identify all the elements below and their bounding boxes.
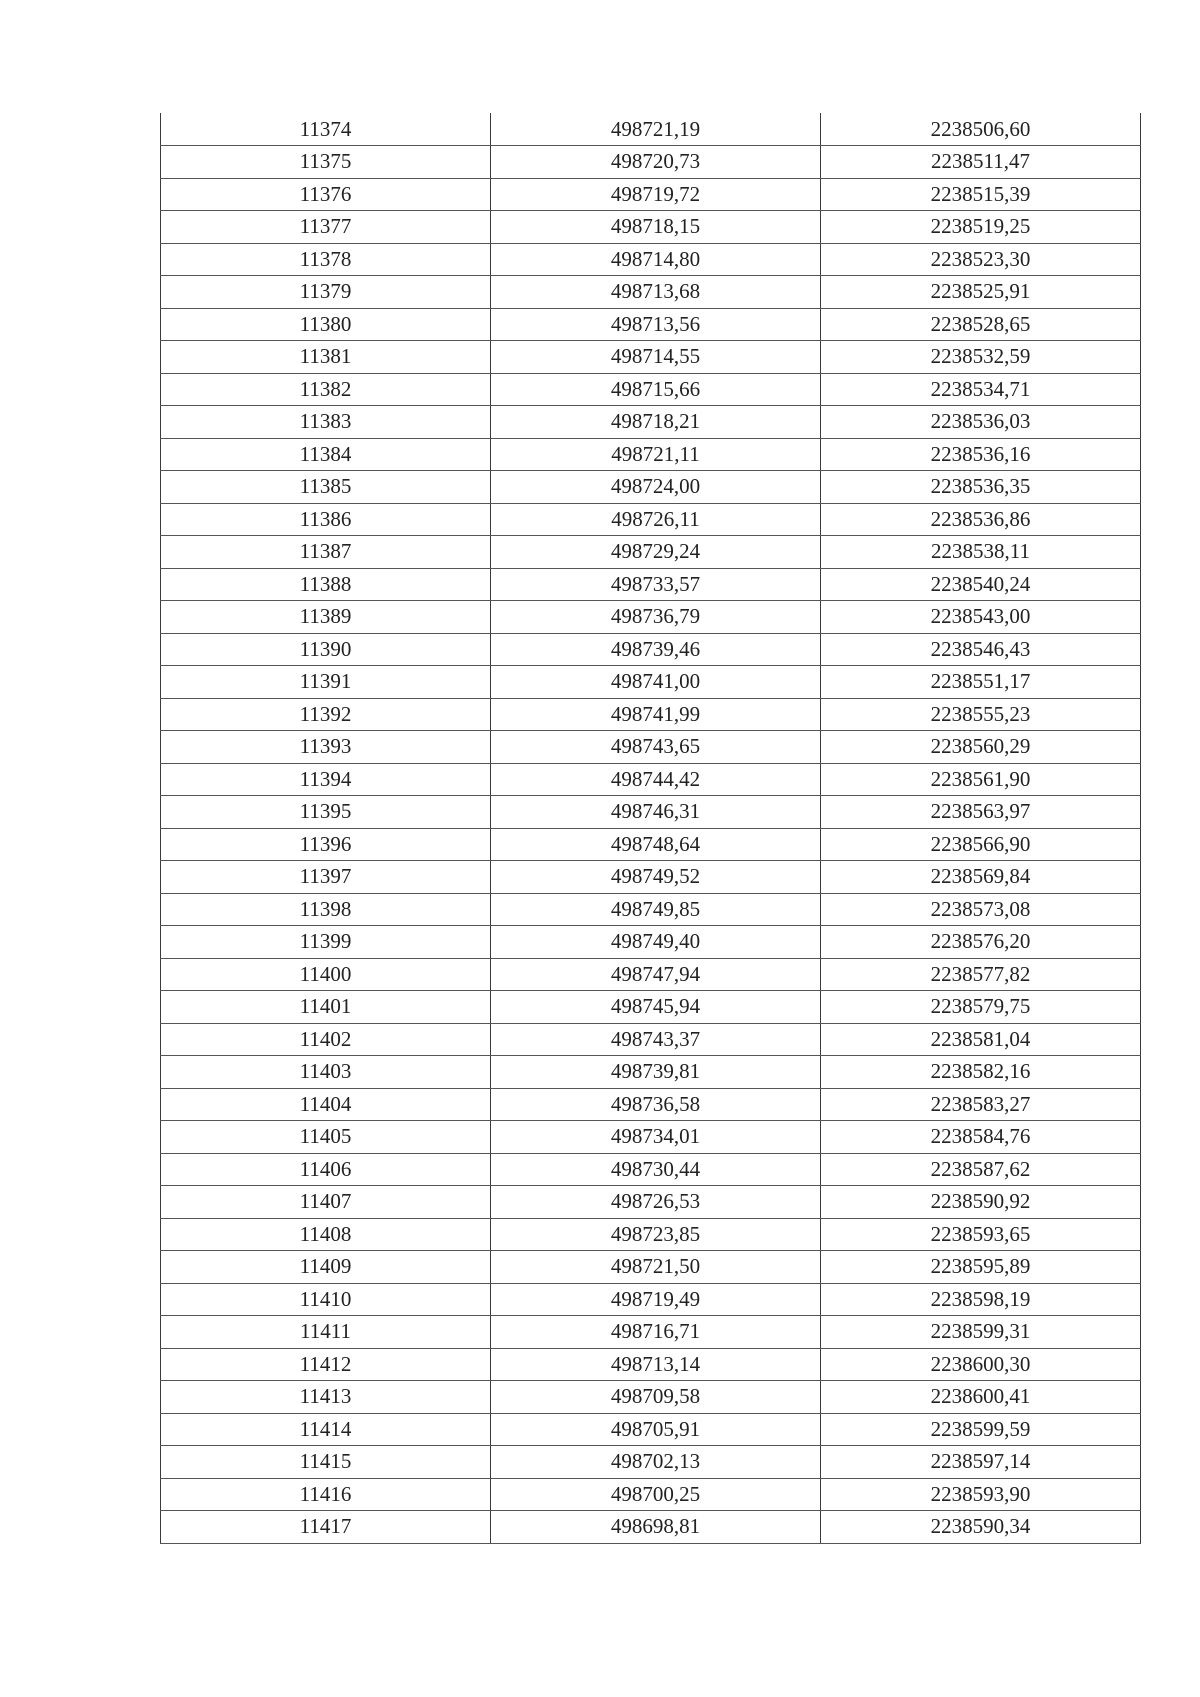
x-coordinate-cell: 498700,25 xyxy=(491,1478,821,1511)
point-number-cell: 11377 xyxy=(161,211,491,244)
y-coordinate-cell: 2238593,65 xyxy=(821,1218,1141,1251)
y-coordinate-cell: 2238511,47 xyxy=(821,146,1141,179)
x-coordinate-cell: 498721,50 xyxy=(491,1251,821,1284)
x-coordinate-cell: 498729,24 xyxy=(491,536,821,569)
y-coordinate-cell: 2238540,24 xyxy=(821,568,1141,601)
y-coordinate-cell: 2238551,17 xyxy=(821,666,1141,699)
y-coordinate-cell: 2238534,71 xyxy=(821,373,1141,406)
point-number-cell: 11416 xyxy=(161,1478,491,1511)
table-row xyxy=(161,1121,1141,1154)
x-coordinate-cell: 498743,65 xyxy=(491,731,821,764)
table-row xyxy=(161,893,1141,926)
table-row xyxy=(161,828,1141,861)
y-coordinate-cell: 2238555,23 xyxy=(821,698,1141,731)
y-coordinate-cell: 2238536,35 xyxy=(821,471,1141,504)
point-number-cell: 11386 xyxy=(161,503,491,536)
y-coordinate-cell: 2238515,39 xyxy=(821,178,1141,211)
x-coordinate-cell: 498736,79 xyxy=(491,601,821,634)
y-coordinate-cell: 2238576,20 xyxy=(821,926,1141,959)
point-number-cell: 11408 xyxy=(161,1218,491,1251)
y-coordinate-cell: 2238581,04 xyxy=(821,1023,1141,1056)
table-row xyxy=(161,1056,1141,1089)
y-coordinate-cell: 2238561,90 xyxy=(821,763,1141,796)
y-coordinate-cell: 2238590,92 xyxy=(821,1186,1141,1219)
x-coordinate-cell: 498718,21 xyxy=(491,406,821,439)
point-number-cell: 11403 xyxy=(161,1056,491,1089)
y-coordinate-cell: 2238573,08 xyxy=(821,893,1141,926)
x-coordinate-cell: 498739,46 xyxy=(491,633,821,666)
y-coordinate-cell: 2238579,75 xyxy=(821,991,1141,1024)
table-row xyxy=(161,536,1141,569)
table-row xyxy=(161,666,1141,699)
x-coordinate-cell: 498720,73 xyxy=(491,146,821,179)
point-number-cell: 11410 xyxy=(161,1283,491,1316)
table-row xyxy=(161,568,1141,601)
point-number-cell: 11402 xyxy=(161,1023,491,1056)
point-number-cell: 11396 xyxy=(161,828,491,861)
x-coordinate-cell: 498713,56 xyxy=(491,308,821,341)
y-coordinate-cell: 2238519,25 xyxy=(821,211,1141,244)
y-coordinate-cell: 2238583,27 xyxy=(821,1088,1141,1121)
table-row xyxy=(161,373,1141,406)
table-row xyxy=(161,146,1141,179)
point-number-cell: 11387 xyxy=(161,536,491,569)
table-row xyxy=(161,341,1141,374)
table-row xyxy=(161,308,1141,341)
table-row xyxy=(161,1381,1141,1414)
table-row xyxy=(161,276,1141,309)
y-coordinate-cell: 2238506,60 xyxy=(821,113,1141,146)
point-number-cell: 11375 xyxy=(161,146,491,179)
table-row xyxy=(161,1446,1141,1479)
x-coordinate-cell: 498734,01 xyxy=(491,1121,821,1154)
y-coordinate-cell: 2238560,29 xyxy=(821,731,1141,764)
point-number-cell: 11417 xyxy=(161,1511,491,1544)
x-coordinate-cell: 498739,81 xyxy=(491,1056,821,1089)
x-coordinate-cell: 498726,53 xyxy=(491,1186,821,1219)
table-row xyxy=(161,1218,1141,1251)
table-row xyxy=(161,1413,1141,1446)
table-row xyxy=(161,1348,1141,1381)
y-coordinate-cell: 2238536,16 xyxy=(821,438,1141,471)
x-coordinate-cell: 498698,81 xyxy=(491,1511,821,1544)
table-row xyxy=(161,471,1141,504)
x-coordinate-cell: 498724,00 xyxy=(491,471,821,504)
y-coordinate-cell: 2238597,14 xyxy=(821,1446,1141,1479)
point-number-cell: 11381 xyxy=(161,341,491,374)
table-row xyxy=(161,1478,1141,1511)
y-coordinate-cell: 2238536,03 xyxy=(821,406,1141,439)
y-coordinate-cell: 2238599,31 xyxy=(821,1316,1141,1349)
y-coordinate-cell: 2238590,34 xyxy=(821,1511,1141,1544)
x-coordinate-cell: 498721,19 xyxy=(491,113,821,146)
x-coordinate-cell: 498748,64 xyxy=(491,828,821,861)
table-row xyxy=(161,991,1141,1024)
y-coordinate-cell: 2238525,91 xyxy=(821,276,1141,309)
x-coordinate-cell: 498715,66 xyxy=(491,373,821,406)
point-number-cell: 11400 xyxy=(161,958,491,991)
y-coordinate-cell: 2238543,00 xyxy=(821,601,1141,634)
y-coordinate-cell: 2238577,82 xyxy=(821,958,1141,991)
table-row xyxy=(161,1186,1141,1219)
x-coordinate-cell: 498716,71 xyxy=(491,1316,821,1349)
table-row xyxy=(161,1251,1141,1284)
point-number-cell: 11405 xyxy=(161,1121,491,1154)
point-number-cell: 11392 xyxy=(161,698,491,731)
coordinates-table xyxy=(160,113,1141,1544)
y-coordinate-cell: 2238546,43 xyxy=(821,633,1141,666)
x-coordinate-cell: 498749,40 xyxy=(491,926,821,959)
x-coordinate-cell: 498719,49 xyxy=(491,1283,821,1316)
x-coordinate-cell: 498719,72 xyxy=(491,178,821,211)
table-row xyxy=(161,796,1141,829)
point-number-cell: 11385 xyxy=(161,471,491,504)
x-coordinate-cell: 498721,11 xyxy=(491,438,821,471)
point-number-cell: 11399 xyxy=(161,926,491,959)
x-coordinate-cell: 498747,94 xyxy=(491,958,821,991)
x-coordinate-cell: 498713,14 xyxy=(491,1348,821,1381)
x-coordinate-cell: 498741,00 xyxy=(491,666,821,699)
x-coordinate-cell: 498741,99 xyxy=(491,698,821,731)
x-coordinate-cell: 498702,13 xyxy=(491,1446,821,1479)
x-coordinate-cell: 498726,11 xyxy=(491,503,821,536)
y-coordinate-cell: 2238600,30 xyxy=(821,1348,1141,1381)
y-coordinate-cell: 2238584,76 xyxy=(821,1121,1141,1154)
point-number-cell: 11388 xyxy=(161,568,491,601)
point-number-cell: 11401 xyxy=(161,991,491,1024)
point-number-cell: 11379 xyxy=(161,276,491,309)
x-coordinate-cell: 498745,94 xyxy=(491,991,821,1024)
x-coordinate-cell: 498743,37 xyxy=(491,1023,821,1056)
point-number-cell: 11414 xyxy=(161,1413,491,1446)
x-coordinate-cell: 498749,85 xyxy=(491,893,821,926)
table-row xyxy=(161,861,1141,894)
point-number-cell: 11415 xyxy=(161,1446,491,1479)
point-number-cell: 11409 xyxy=(161,1251,491,1284)
point-number-cell: 11413 xyxy=(161,1381,491,1414)
table-row xyxy=(161,1283,1141,1316)
point-number-cell: 11382 xyxy=(161,373,491,406)
point-number-cell: 11393 xyxy=(161,731,491,764)
point-number-cell: 11397 xyxy=(161,861,491,894)
table-row xyxy=(161,113,1141,146)
table-row xyxy=(161,211,1141,244)
x-coordinate-cell: 498749,52 xyxy=(491,861,821,894)
x-coordinate-cell: 498714,80 xyxy=(491,243,821,276)
point-number-cell: 11394 xyxy=(161,763,491,796)
table-row xyxy=(161,698,1141,731)
point-number-cell: 11383 xyxy=(161,406,491,439)
point-number-cell: 11412 xyxy=(161,1348,491,1381)
table-row xyxy=(161,601,1141,634)
y-coordinate-cell: 2238569,84 xyxy=(821,861,1141,894)
point-number-cell: 11390 xyxy=(161,633,491,666)
coordinates-table-body xyxy=(161,113,1141,1543)
point-number-cell: 11395 xyxy=(161,796,491,829)
table-row xyxy=(161,438,1141,471)
y-coordinate-cell: 2238563,97 xyxy=(821,796,1141,829)
point-number-cell: 11404 xyxy=(161,1088,491,1121)
point-number-cell: 11374 xyxy=(161,113,491,146)
x-coordinate-cell: 498736,58 xyxy=(491,1088,821,1121)
point-number-cell: 11389 xyxy=(161,601,491,634)
y-coordinate-cell: 2238587,62 xyxy=(821,1153,1141,1186)
x-coordinate-cell: 498713,68 xyxy=(491,276,821,309)
y-coordinate-cell: 2238532,59 xyxy=(821,341,1141,374)
table-row xyxy=(161,1316,1141,1349)
y-coordinate-cell: 2238600,41 xyxy=(821,1381,1141,1414)
point-number-cell: 11398 xyxy=(161,893,491,926)
table-row xyxy=(161,243,1141,276)
point-number-cell: 11384 xyxy=(161,438,491,471)
point-number-cell: 11380 xyxy=(161,308,491,341)
y-coordinate-cell: 2238536,86 xyxy=(821,503,1141,536)
table-row xyxy=(161,178,1141,211)
x-coordinate-cell: 498718,15 xyxy=(491,211,821,244)
y-coordinate-cell: 2238582,16 xyxy=(821,1056,1141,1089)
y-coordinate-cell: 2238599,59 xyxy=(821,1413,1141,1446)
table-row xyxy=(161,763,1141,796)
table-row xyxy=(161,503,1141,536)
table-row xyxy=(161,1153,1141,1186)
x-coordinate-cell: 498733,57 xyxy=(491,568,821,601)
y-coordinate-cell: 2238598,19 xyxy=(821,1283,1141,1316)
point-number-cell: 11411 xyxy=(161,1316,491,1349)
table-row xyxy=(161,958,1141,991)
point-number-cell: 11376 xyxy=(161,178,491,211)
x-coordinate-cell: 498705,91 xyxy=(491,1413,821,1446)
table-row xyxy=(161,1511,1141,1544)
x-coordinate-cell: 498714,55 xyxy=(491,341,821,374)
table-row xyxy=(161,633,1141,666)
x-coordinate-cell: 498744,42 xyxy=(491,763,821,796)
table-row xyxy=(161,1088,1141,1121)
point-number-cell: 11391 xyxy=(161,666,491,699)
y-coordinate-cell: 2238566,90 xyxy=(821,828,1141,861)
point-number-cell: 11378 xyxy=(161,243,491,276)
x-coordinate-cell: 498730,44 xyxy=(491,1153,821,1186)
y-coordinate-cell: 2238593,90 xyxy=(821,1478,1141,1511)
point-number-cell: 11407 xyxy=(161,1186,491,1219)
table-row xyxy=(161,406,1141,439)
table-row xyxy=(161,731,1141,764)
point-number-cell: 11406 xyxy=(161,1153,491,1186)
x-coordinate-cell: 498709,58 xyxy=(491,1381,821,1414)
table-row xyxy=(161,1023,1141,1056)
x-coordinate-cell: 498723,85 xyxy=(491,1218,821,1251)
y-coordinate-cell: 2238595,89 xyxy=(821,1251,1141,1284)
y-coordinate-cell: 2238523,30 xyxy=(821,243,1141,276)
x-coordinate-cell: 498746,31 xyxy=(491,796,821,829)
y-coordinate-cell: 2238528,65 xyxy=(821,308,1141,341)
y-coordinate-cell: 2238538,11 xyxy=(821,536,1141,569)
table-row xyxy=(161,926,1141,959)
